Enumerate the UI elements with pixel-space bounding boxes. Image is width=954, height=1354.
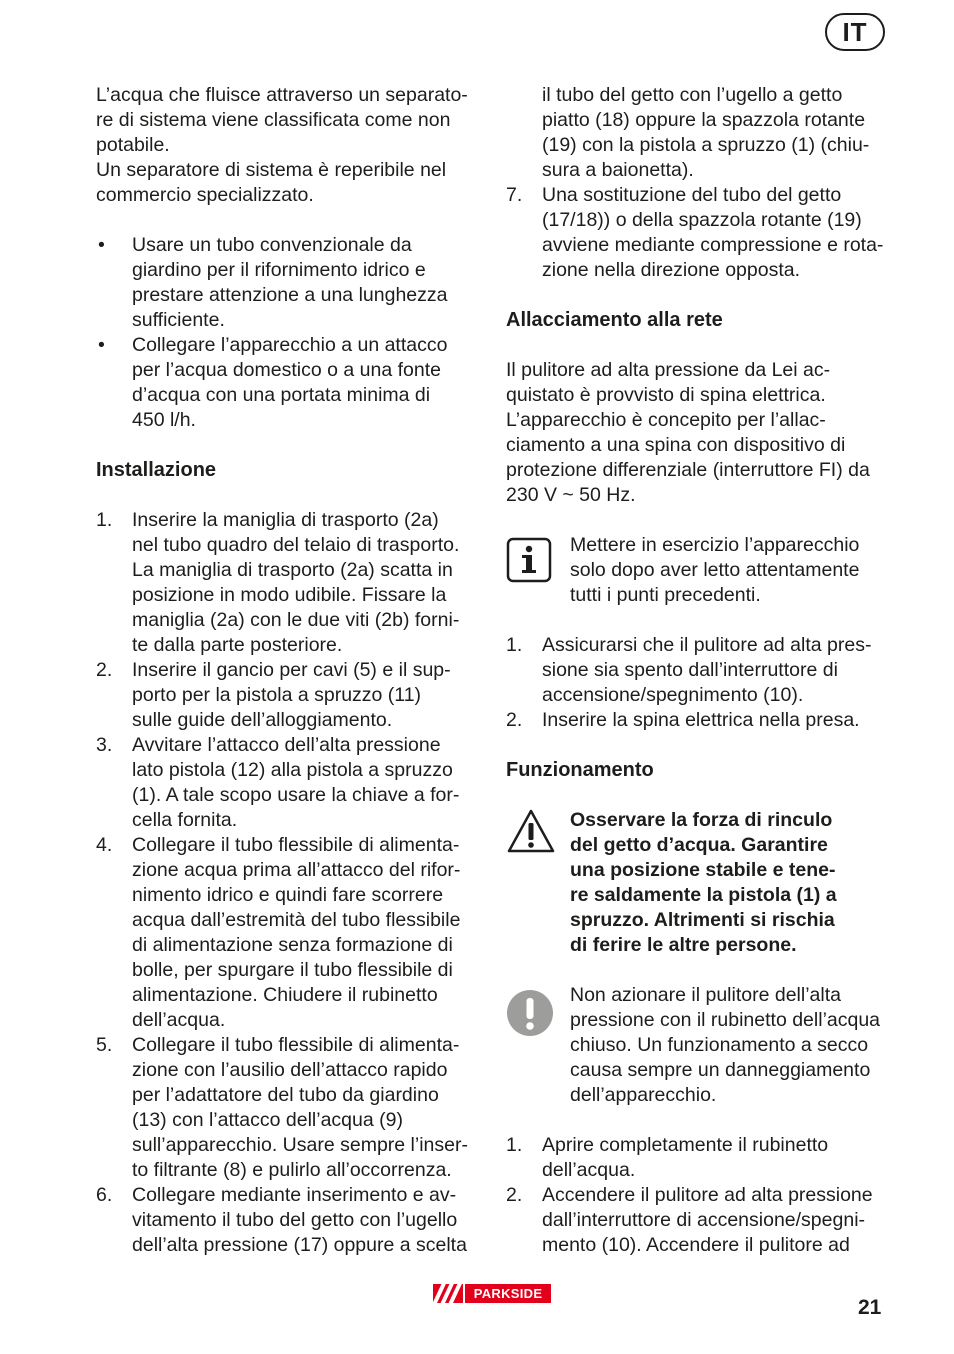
text-line: Collegare il tubo flessibile di alimenta-: [132, 1034, 460, 1056]
text-line: (19) con la pistola a spruzzo (1) (chiu-: [542, 134, 870, 156]
numbered-step: [506, 1183, 891, 1258]
text-line: per l’adattatore del tubo da giardino: [132, 1084, 439, 1106]
text-line: Osservare la forza di rinculo: [570, 809, 833, 831]
text-line: Inserire il gancio per cavi (5) e il sup-: [132, 659, 451, 681]
text-line: di alimentazione senza formazione di: [132, 934, 453, 956]
text-line: dell’apparecchio.: [570, 1084, 717, 1106]
text-line: Una sostituzione del tubo del getto: [542, 184, 842, 206]
text-line: solo dopo aver letto attentamente: [570, 559, 860, 581]
step-number: 5.: [96, 1034, 113, 1056]
mains-paragraph: [506, 358, 891, 508]
info-note: [506, 533, 891, 608]
step-number: 1.: [96, 509, 113, 531]
text-line: piatto (18) oppure la spazzola rotante: [542, 109, 866, 131]
numbered-step: [96, 1183, 481, 1258]
language-code: IT: [842, 16, 868, 47]
bullet-marker: •: [98, 334, 105, 356]
text-line: d’acqua con una portata minima di: [132, 384, 431, 406]
warning-triangle-icon: [506, 808, 556, 854]
text-line: giardino per il rifornimento idrico e: [132, 259, 426, 281]
text-line: Assicurarsi che il pulitore ad alta pres-: [542, 634, 872, 656]
warning-note: [506, 808, 891, 958]
text-line: 450 l/h.: [132, 409, 196, 431]
exclamation-circle-icon: [506, 989, 554, 1037]
numbered-step: [96, 833, 481, 1033]
numbered-step: [96, 733, 481, 833]
info-icon: [506, 537, 552, 583]
text-line: del getto d’acqua. Garantire: [570, 834, 828, 856]
text-line: accensione/spegnimento (10).: [542, 684, 804, 706]
language-badge: [825, 13, 885, 51]
text-line: mento (10). Accendere il pulitore ad: [542, 1234, 850, 1256]
text-line: avviene mediante compressione e rota-: [542, 234, 884, 256]
bullet-item: [96, 333, 481, 433]
text-line: Aprire completamente il rubinetto: [542, 1134, 829, 1156]
step-number: 1.: [506, 634, 523, 656]
caution-note: [506, 983, 891, 1108]
text-line: causa sempre un danneggiamento: [570, 1059, 871, 1081]
numbered-step: [506, 1133, 891, 1183]
text-line: protezione differenziale (interruttore FI) da: [506, 459, 870, 481]
text-line: zione con l’ausilio dell’attacco rapido: [132, 1059, 448, 1081]
text-line: porto per la pistola a spruzzo (11): [132, 684, 422, 706]
step-number: 2.: [506, 709, 523, 731]
text-line: sione sia spento dall’interruttore di: [542, 659, 838, 681]
left-column: [96, 83, 481, 1258]
logo-wordmark: PARKSIDE: [463, 1284, 551, 1303]
text-line: L’acqua che fluisce attraverso un separato-: [96, 84, 468, 106]
text-line: (17/18)) o della spazzola rotante (19): [542, 209, 862, 231]
text-line: bolle, per spurgare il tubo flessibile di: [132, 959, 453, 981]
numbered-step: [506, 633, 891, 708]
text-line: potabile.: [96, 134, 170, 156]
text-line: pressione con il rubinetto dell’acqua: [570, 1009, 881, 1031]
text-line: commercio specializzato.: [96, 184, 314, 206]
text-line: dell’acqua.: [132, 1009, 226, 1031]
parkside-logo: [433, 1284, 551, 1303]
text-line: Un separatore di sistema è reperibile nel: [96, 159, 447, 181]
text-line: sufficiente.: [132, 309, 225, 331]
operation-heading: Funzionamento: [506, 759, 654, 781]
text-line: Usare un tubo convenzionale da: [132, 234, 412, 256]
text-line: posizione in modo udibile. Fissare la: [132, 584, 447, 606]
text-line: 230 V ~ 50 Hz.: [506, 484, 636, 506]
bullet-list: [96, 233, 481, 433]
page-number: 21: [858, 1296, 882, 1319]
text-line: una posizione stabile e tene-: [570, 859, 836, 881]
text-line: dall’interruttore di accensione/spegni-: [542, 1209, 866, 1231]
numbered-step: [506, 708, 891, 733]
step-number: 2.: [506, 1184, 523, 1206]
numbered-step: [96, 658, 481, 733]
text-line: Collegare il tubo flessibile di alimenta-: [132, 834, 460, 856]
installation-heading: Installazione: [96, 459, 217, 481]
text-line: Inserire la maniglia di trasporto (2a): [132, 509, 439, 531]
text-line: L’apparecchio è concepito per l’allac-: [506, 409, 826, 431]
logo-stripes: [433, 1284, 463, 1303]
text-line: acqua dall’estremità del tubo flessibile: [132, 909, 461, 931]
step-number: 6.: [96, 1184, 113, 1206]
text-line: Accendere il pulitore ad alta pressione: [542, 1184, 873, 1206]
text-line: nel tubo quadro del telaio di trasporto.: [132, 534, 460, 556]
text-line: re saldamente la pistola (1) a: [570, 884, 837, 906]
text-line: zione acqua prima all’attacco del rifor-: [132, 859, 461, 881]
text-line: Collegare l’apparecchio a un attacco: [132, 334, 448, 356]
text-line: dell’acqua.: [542, 1159, 636, 1181]
text-line: prestare attenzione a una lunghezza: [132, 284, 448, 306]
numbered-step: [96, 1033, 481, 1183]
text-line: di ferire le altre persone.: [570, 934, 797, 956]
text-line: La maniglia di trasporto (2a) scatta in: [132, 559, 453, 581]
text-line: (1). A tale scopo usare la chiave a for-: [132, 784, 460, 806]
text-line: to filtrante (8) e pulirlo all’occorrenza.: [132, 1159, 452, 1181]
text-line: sull’apparecchio. Usare sempre l’inser-: [132, 1134, 468, 1156]
installation-steps: [96, 508, 481, 1258]
text-line: nimento idrico e quindi fare scorrere: [132, 884, 444, 906]
text-line: Non azionare il pulitore dell’alta: [570, 984, 841, 1006]
text-line: (13) con l’attacco dell’acqua (9): [132, 1109, 403, 1131]
bullet-item: [96, 233, 481, 333]
mains-heading: Allacciamento alla rete: [506, 309, 723, 331]
mains-steps: [506, 633, 891, 733]
text-line: cella fornita.: [132, 809, 238, 831]
text-line: re di sistema viene classificata come non: [96, 109, 451, 131]
step-7: [506, 183, 891, 283]
step-number: 3.: [96, 734, 113, 756]
text-line: Avvitare l’attacco dell’alta pressione: [132, 734, 441, 756]
step-6-continuation: [506, 83, 891, 183]
text-line: Inserire la spina elettrica nella presa.: [542, 709, 860, 731]
text-line: Collegare mediante inserimento e av-: [132, 1184, 457, 1206]
text-line: alimentazione. Chiudere il rubinetto: [132, 984, 438, 1006]
text-line: zione nella direzione opposta.: [542, 259, 801, 281]
numbered-step: [96, 508, 481, 658]
operation-steps: [506, 1133, 891, 1258]
text-line: dell’alta pressione (17) oppure a scelta: [132, 1234, 467, 1256]
text-line: te dalla parte posteriore.: [132, 634, 343, 656]
text-line: Il pulitore ad alta pressione da Lei ac-: [506, 359, 831, 381]
intro-paragraph: [96, 83, 481, 208]
text-line: tutti i punti precedenti.: [570, 584, 761, 606]
step-number: 4.: [96, 834, 113, 856]
text-line: chiuso. Un funzionamento a secco: [570, 1034, 869, 1056]
text-line: maniglia (2a) con le due viti (2b) forni-: [132, 609, 460, 631]
right-column: [506, 83, 891, 1258]
text-line: Mettere in esercizio l’apparecchio: [570, 534, 860, 556]
step-number: 2.: [96, 659, 113, 681]
text-line: quistato è provvisto di spina elettrica.: [506, 384, 826, 406]
step-number: 7.: [506, 184, 523, 206]
text-line: spruzzo. Altrimenti si rischia: [570, 909, 835, 931]
text-line: ciamento a una spina con dispositivo di: [506, 434, 846, 456]
text-line: lato pistola (12) alla pistola a spruzzo: [132, 759, 453, 781]
text-line: per l’acqua domestico o a una fonte: [132, 359, 441, 381]
text-line: sura a baionetta).: [542, 159, 694, 181]
step-number: 1.: [506, 1134, 523, 1156]
text-line: vitamento il tubo del getto con l’ugello: [132, 1209, 458, 1231]
text-line: sulle guide dell’alloggiamento.: [132, 709, 393, 731]
text-line: il tubo del getto con l’ugello a getto: [542, 84, 843, 106]
bullet-marker: •: [98, 234, 105, 256]
